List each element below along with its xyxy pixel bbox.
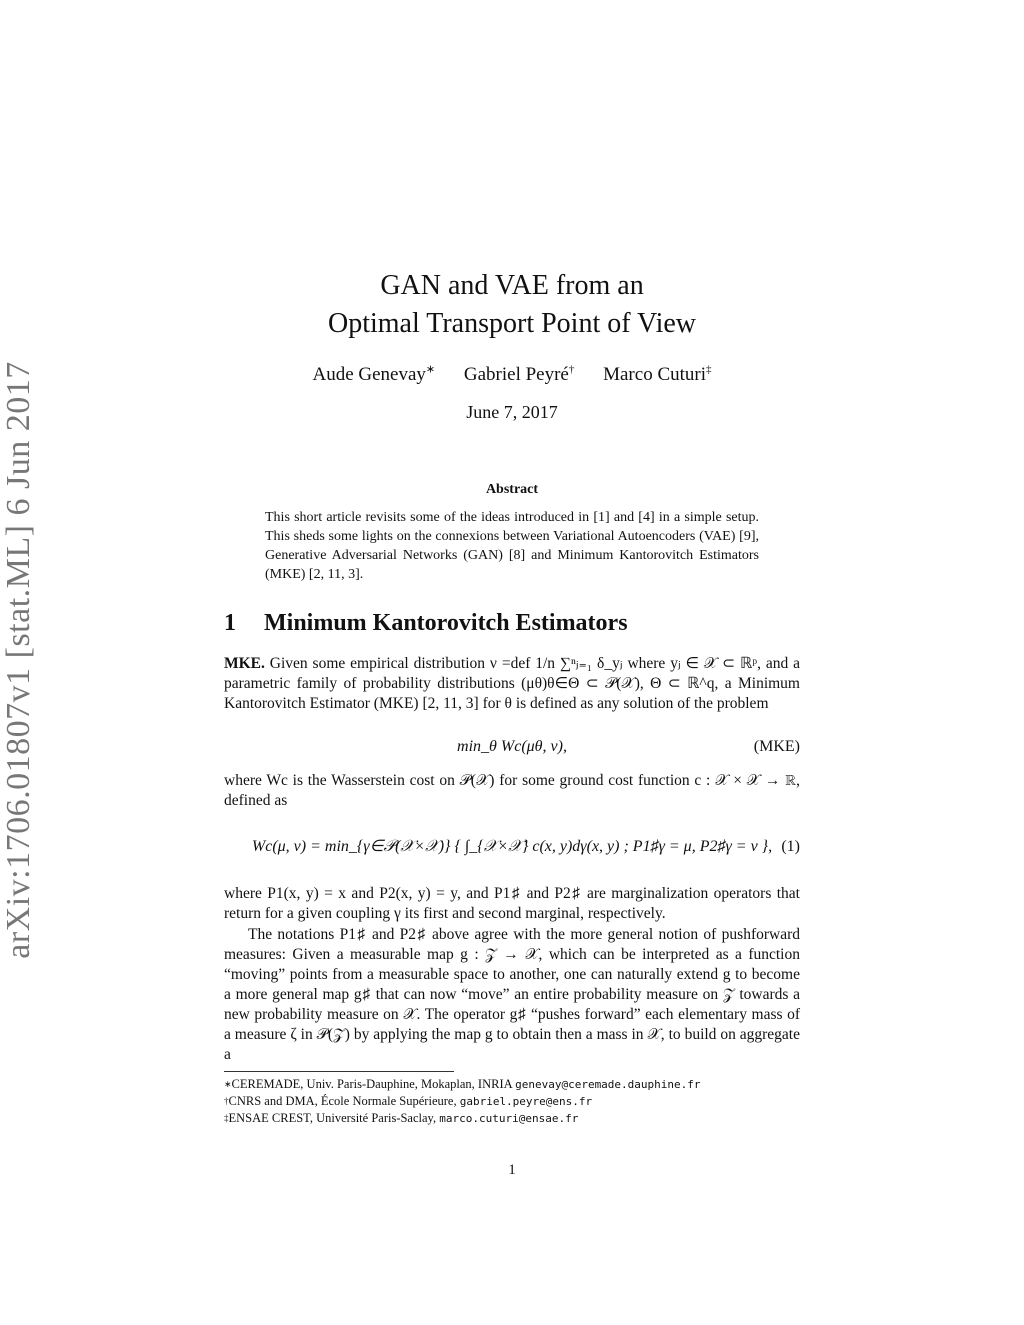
footnote-email[interactable]: marco.cuturi@ensae.fr (439, 1112, 579, 1125)
equation-tag: (1) (781, 838, 800, 855)
author-name: Aude Genevay (312, 364, 426, 386)
author (603, 364, 711, 385)
footnote (224, 1110, 824, 1127)
equation-mke (224, 738, 800, 762)
author-name: Marco Cuturi (603, 364, 707, 386)
footnote-text: CEREMADE, Univ. Paris-Dauphine, Mokaplan, INRIA (231, 1077, 512, 1091)
page-number: 1 (508, 1162, 516, 1178)
author-name: Gabriel Peyré (463, 364, 569, 386)
paragraph-lead: MKE. (224, 655, 265, 672)
author-list (200, 363, 824, 386)
paragraph-mke (224, 654, 800, 714)
footnote-mark: † (224, 1096, 229, 1106)
abstract-body: This short article revisits some of the ideas introduced in [1] and [4] in a simple setup. This sheds some lights on the connexions between Variational Autoencoders (VAE) [9], Generative Adversarial Networks (GAN) [8] and Minimum Kantorovitch Estimators (MKE) [2, 11, 3]. (265, 510, 759, 582)
equation-body: min_θ Wc(μθ, ν), (457, 738, 567, 755)
section-title: Minimum Kantorovitch Estimators (264, 610, 628, 636)
title-line-1: GAN and VAE from an (380, 270, 644, 301)
author-mark: ∗ (425, 364, 436, 376)
equation-1 (224, 830, 800, 866)
section-heading (224, 610, 824, 637)
section-number: 1 (224, 610, 236, 636)
author-mark: ‡ (706, 364, 712, 376)
footnote-mark: ∗ (224, 1079, 232, 1089)
title-line-2: Optimal Transport Point of View (327, 308, 697, 339)
equation-body: Wc(μ, ν) = min_{γ∈𝒫(𝒳×𝒳)} { ∫_{𝒳×𝒳} c(x, y)dγ(x, y) ; P1♯γ = μ, P2♯γ = ν }, (251, 838, 773, 855)
abstract-heading: Abstract (485, 482, 539, 497)
equation-tag: (MKE) (753, 738, 800, 755)
footnote-email[interactable]: gabriel.peyre@ens.fr (459, 1095, 593, 1108)
date: June 7, 2017 (466, 402, 558, 422)
footnote (224, 1093, 824, 1110)
paragraph-pushforward: The notations P1♯ and P2♯ above agree with the more general notion of pushforward measures: Given a measurable map g : 𝒵 → 𝒳, which can be interpreted as a function “moving” points from a measurable space to another, one can naturally extend g to become a more general map g♯ that can now “move” an entire probability measure on 𝒵 towards a new probability measure on 𝒳. The operator g♯ “pushes forward” each elementary mass of a measure ζ in 𝒫(𝒵) by applying the map g to obtain then a mass in 𝒳, to build on aggregate a (224, 926, 800, 1063)
paragraph-marginals: where P1(x, y) = x and P2(x, y) = y, and P1♯ and P2♯ are marginalization operators that return for a given coupling γ its first and second marginal, respectively. (224, 885, 800, 922)
arxiv-stamp: arXiv:1706.01807v1 [stat.ML] 6 Jun 2017 (0, 361, 37, 959)
footnote-mark: ‡ (224, 1113, 229, 1123)
author-mark: † (568, 364, 575, 376)
footnote (224, 1076, 824, 1093)
footnote-text: ENSAE CREST, Université Paris-Saclay, (228, 1111, 437, 1125)
footnote-text: CNRS and DMA, École Normale Supérieure, (228, 1094, 457, 1108)
footnote-rule (224, 1071, 454, 1072)
author (312, 364, 435, 385)
paragraph-text: Given some empirical distribution ν =def 1/n ∑ⁿⱼ₌₁ δ_yⱼ where yⱼ ∈ 𝒳 ⊂ ℝᵖ, and a parametric family of probability distributions (μθ)θ∈Θ ⊂ 𝒫(𝒳), Θ ⊂ ℝ^q, a Minimum Kantorovitch Estimator (MKE) [2, 11, 3] for θ is defined as any solution of the problem (224, 655, 801, 712)
author (464, 364, 574, 385)
paragraph-wasserstein: where Wc is the Wasserstein cost on 𝒫(𝒳) for some ground cost function c : 𝒳 × 𝒳 → ℝ, defined as (224, 772, 800, 809)
footnote-email[interactable]: genevay@ceremade.dauphine.fr (515, 1078, 701, 1091)
